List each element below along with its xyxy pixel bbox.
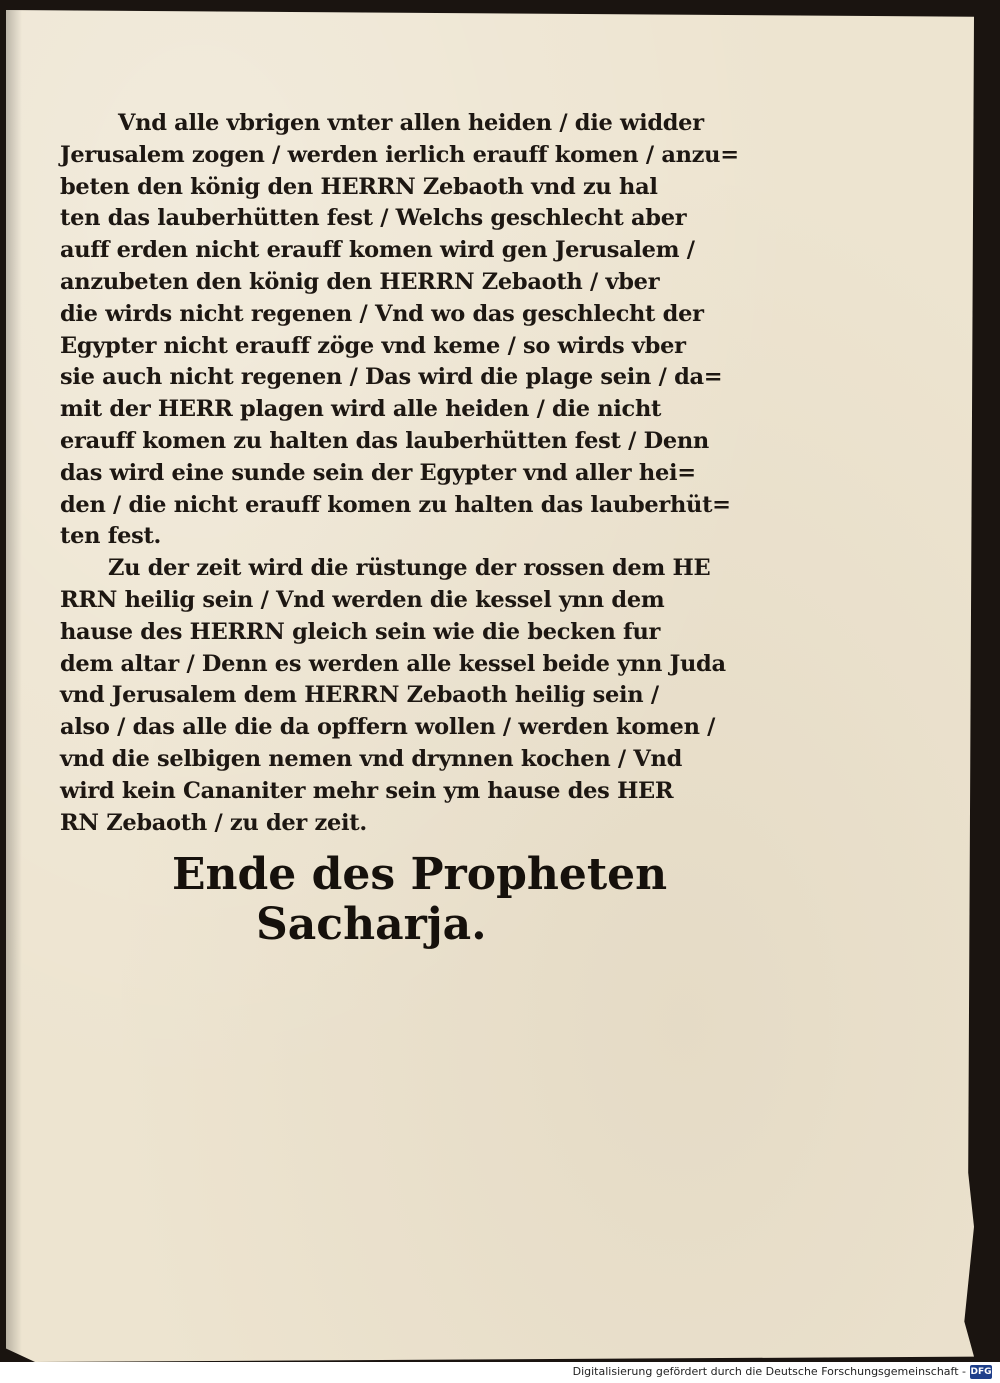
text-line: Zu der zeit wird die rüstunge der rossen dem HE: [108, 555, 711, 582]
text-line: mit der HERR plagen wird alle heiden / die nicht: [60, 396, 662, 423]
text-line: Egypter nicht erauff zöge vnd keme / so wirds vber: [60, 332, 686, 359]
text-line: auff erden nicht erauff komen wird gen Jerusalem /: [60, 237, 695, 264]
text-line: anzubeten den könig den HERRN Zebaoth / vber: [60, 268, 660, 295]
text-line: also / das alle die da opffern wollen / werden komen /: [60, 714, 716, 741]
funding-credit: Digitalisierung gefördert durch die Deutsche Forschungsgemeinschaft -: [572, 1365, 966, 1378]
text-line: RRN heilig sein / Vnd werden die kessel ynn dem: [60, 586, 665, 613]
text-line: Jerusalem zogen / werden ierlich erauff komen / anzu=: [60, 141, 739, 168]
text-line: erauff komen zu halten das lauberhütten fest / Denn: [60, 427, 709, 454]
text-line: Vnd alle vbrigen vnter allen heiden / die widder: [118, 110, 704, 136]
text-line: wird kein Cananiter mehr sein ym hause des HER: [60, 777, 674, 804]
text-line: RN Zebaoth / zu der zeit.: [60, 809, 367, 836]
page-gutter-shadow: [6, 10, 22, 1362]
ending-line-2: Sacharja.: [256, 899, 487, 950]
text-line: beten den könig den HERRN Zebaoth vnd zu hal: [60, 173, 658, 200]
footer-bar: [0, 1362, 1000, 1383]
text-line: sie auch nicht regenen / Das wird die plage sein / da=: [60, 364, 723, 391]
text-line: hause des HERRN gleich sein wie die becken fur: [60, 618, 661, 645]
text-line: die wirds nicht regenen / Vnd wo das geschlecht der: [60, 300, 704, 327]
text-line: dem altar / Denn es werden alle kessel beide ynn Juda: [60, 650, 726, 677]
text-line: das wird eine sunde sein der Egypter vnd aller hei=: [60, 459, 696, 486]
dfg-logo-icon: DFG: [970, 1367, 992, 1377]
text-line: den / die nicht erauff komen zu halten das lauberhüt=: [60, 491, 731, 518]
text-line: ten das lauberhütten fest / Welchs geschlecht aber: [60, 205, 687, 232]
text-line: vnd Jerusalem dem HERRN Zebaoth heilig sein /: [60, 682, 659, 709]
text-line: vnd die selbigen nemen vnd drynnen kochen / Vnd: [60, 745, 683, 772]
text-line: ten fest.: [60, 523, 162, 550]
chapter-ending: [172, 850, 667, 950]
body-text: [60, 108, 750, 839]
ending-line-1: Ende des Propheten: [172, 849, 668, 900]
